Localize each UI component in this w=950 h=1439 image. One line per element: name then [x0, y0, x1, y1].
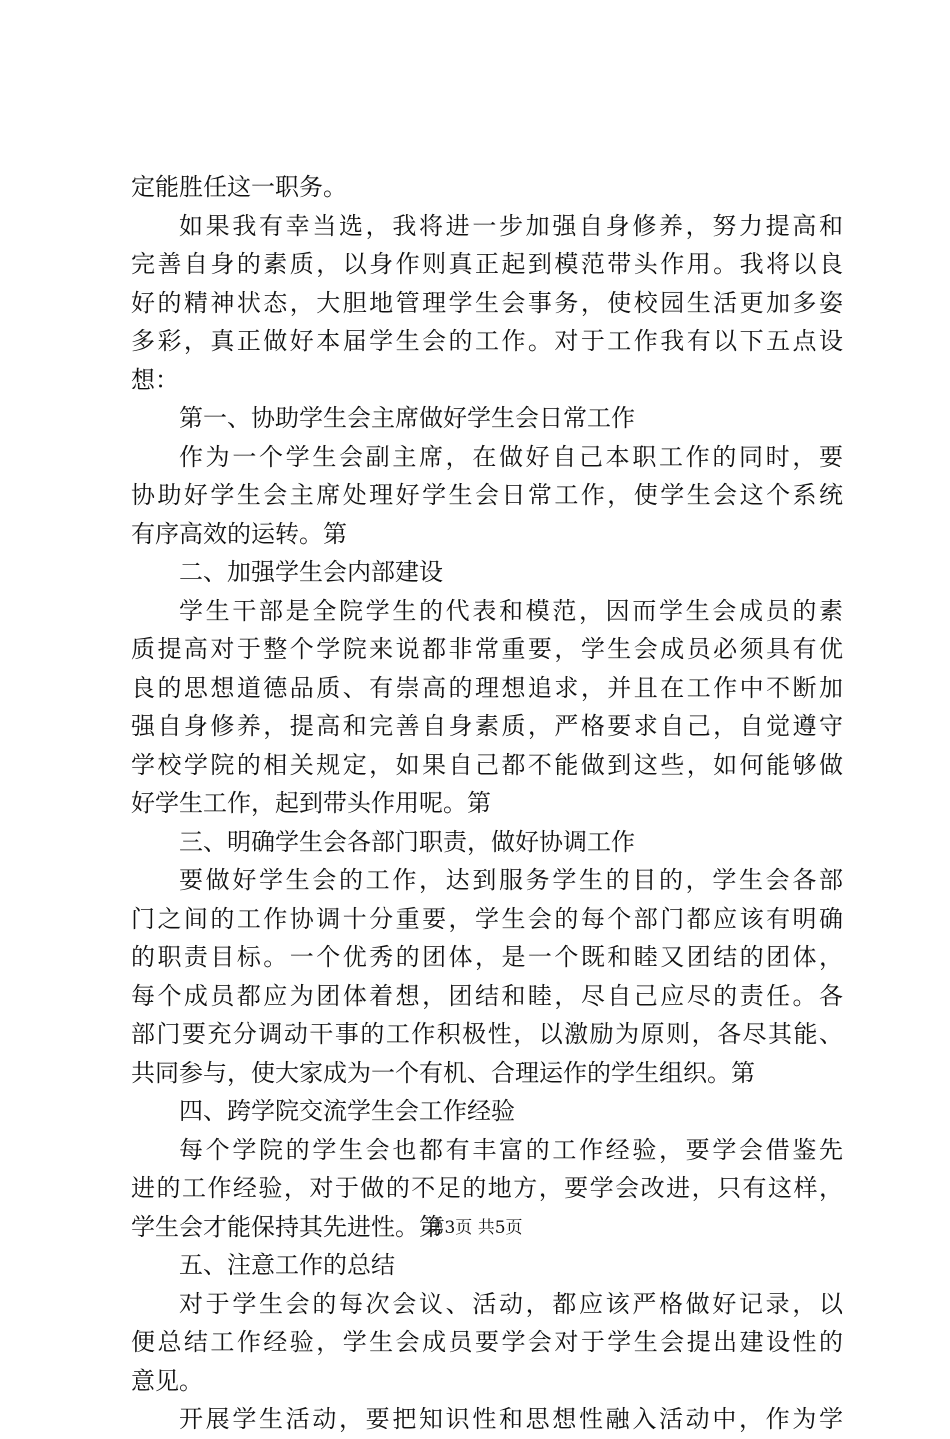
text-line: 有序高效的运转。第: [131, 519, 347, 548]
text-line: 要做好学生会的工作，达到服务学生的目的，学生会各部: [179, 866, 843, 894]
text-line: 完善自身的素质，以身作则真正起到模范带头作用。我将以良: [131, 250, 843, 278]
text-line: 共同参与，使大家成为一个有机、合理运作的学生组织。第: [131, 1058, 755, 1087]
text-line: 协助好学生会主席处理好学生会日常工作，使学生会这个系统: [131, 481, 843, 509]
document-body: [131, 168, 843, 1439]
text-line: 强自身修养，提高和完善自身素质，严格要求自己，自觉遵守: [131, 712, 843, 740]
text-line: 的职责目标。一个优秀的团体，是一个既和睦又团结的团体，: [131, 943, 843, 971]
text-line: 部门要充分调动干事的工作积极性，以激励为原则，各尽其能、: [131, 1020, 843, 1048]
text-line: 作为一个学生会副主席，在做好自己本职工作的同时，要: [179, 442, 843, 471]
text-line: 多彩，真正做好本届学生会的工作。对于工作我有以下五点设: [131, 327, 843, 355]
text-line: 每个学院的学生会也都有丰富的工作经验，要学会借鉴先: [179, 1135, 843, 1164]
text-line: 好的精神状态，大胆地管理学生会事务，使校园生活更加多姿: [131, 288, 843, 317]
text-line: 良的思想道德品质、有崇高的理想追求，并且在工作中不断加: [131, 673, 843, 702]
text-line: 如果我有幸当选，我将进一步加强自身修养，努力提高和: [179, 211, 843, 240]
text-line: 五、注意工作的总结: [179, 1251, 395, 1279]
text-line: 每个成员都应为团体着想，团结和睦，尽自己应尽的责任。各: [131, 981, 843, 1010]
text-line: 三、明确学生会各部门职责，做好协调工作: [179, 827, 635, 856]
text-line: 开展学生活动，要把知识性和思想性融入活动中，作为学: [179, 1405, 843, 1433]
text-line: 学生会才能保持其先进性。第: [131, 1212, 443, 1241]
text-line: 对于学生会的每次会议、活动，都应该严格做好记录，以: [179, 1289, 843, 1318]
text-line: 便总结工作经验，学生会成员要学会对于学生会提出建设性的: [131, 1328, 843, 1356]
text-line: 学生干部是全院学生的代表和模范，因而学生会成员的素: [179, 596, 843, 625]
text-line: 四、跨学院交流学生会工作经验: [179, 1097, 515, 1125]
text-line: 门之间的工作协调十分重要，学生会的每个部门都应该有明确: [131, 904, 843, 933]
text-line: 想：: [131, 365, 179, 394]
text-line: 学校学院的相关规定，如果自己都不能做到这些，如何能够做: [131, 750, 843, 779]
text-line: 定能胜任这一职务。: [131, 173, 347, 201]
text-line: 进的工作经验，对于做的不足的地方，要学会改进，只有这样，: [131, 1174, 843, 1202]
page-number-footer: 第3页 共5页: [427, 1218, 523, 1238]
text-line: 质提高对于整个学院来说都非常重要，学生会成员必须具有优: [131, 635, 843, 663]
text-line: 意见。: [131, 1366, 203, 1395]
text-line: 好学生工作，起到带头作用呢。第: [131, 789, 491, 817]
text-line: 第一、协助学生会主席做好学生会日常工作: [179, 404, 635, 432]
text-line: 二、加强学生会内部建设: [179, 558, 443, 586]
